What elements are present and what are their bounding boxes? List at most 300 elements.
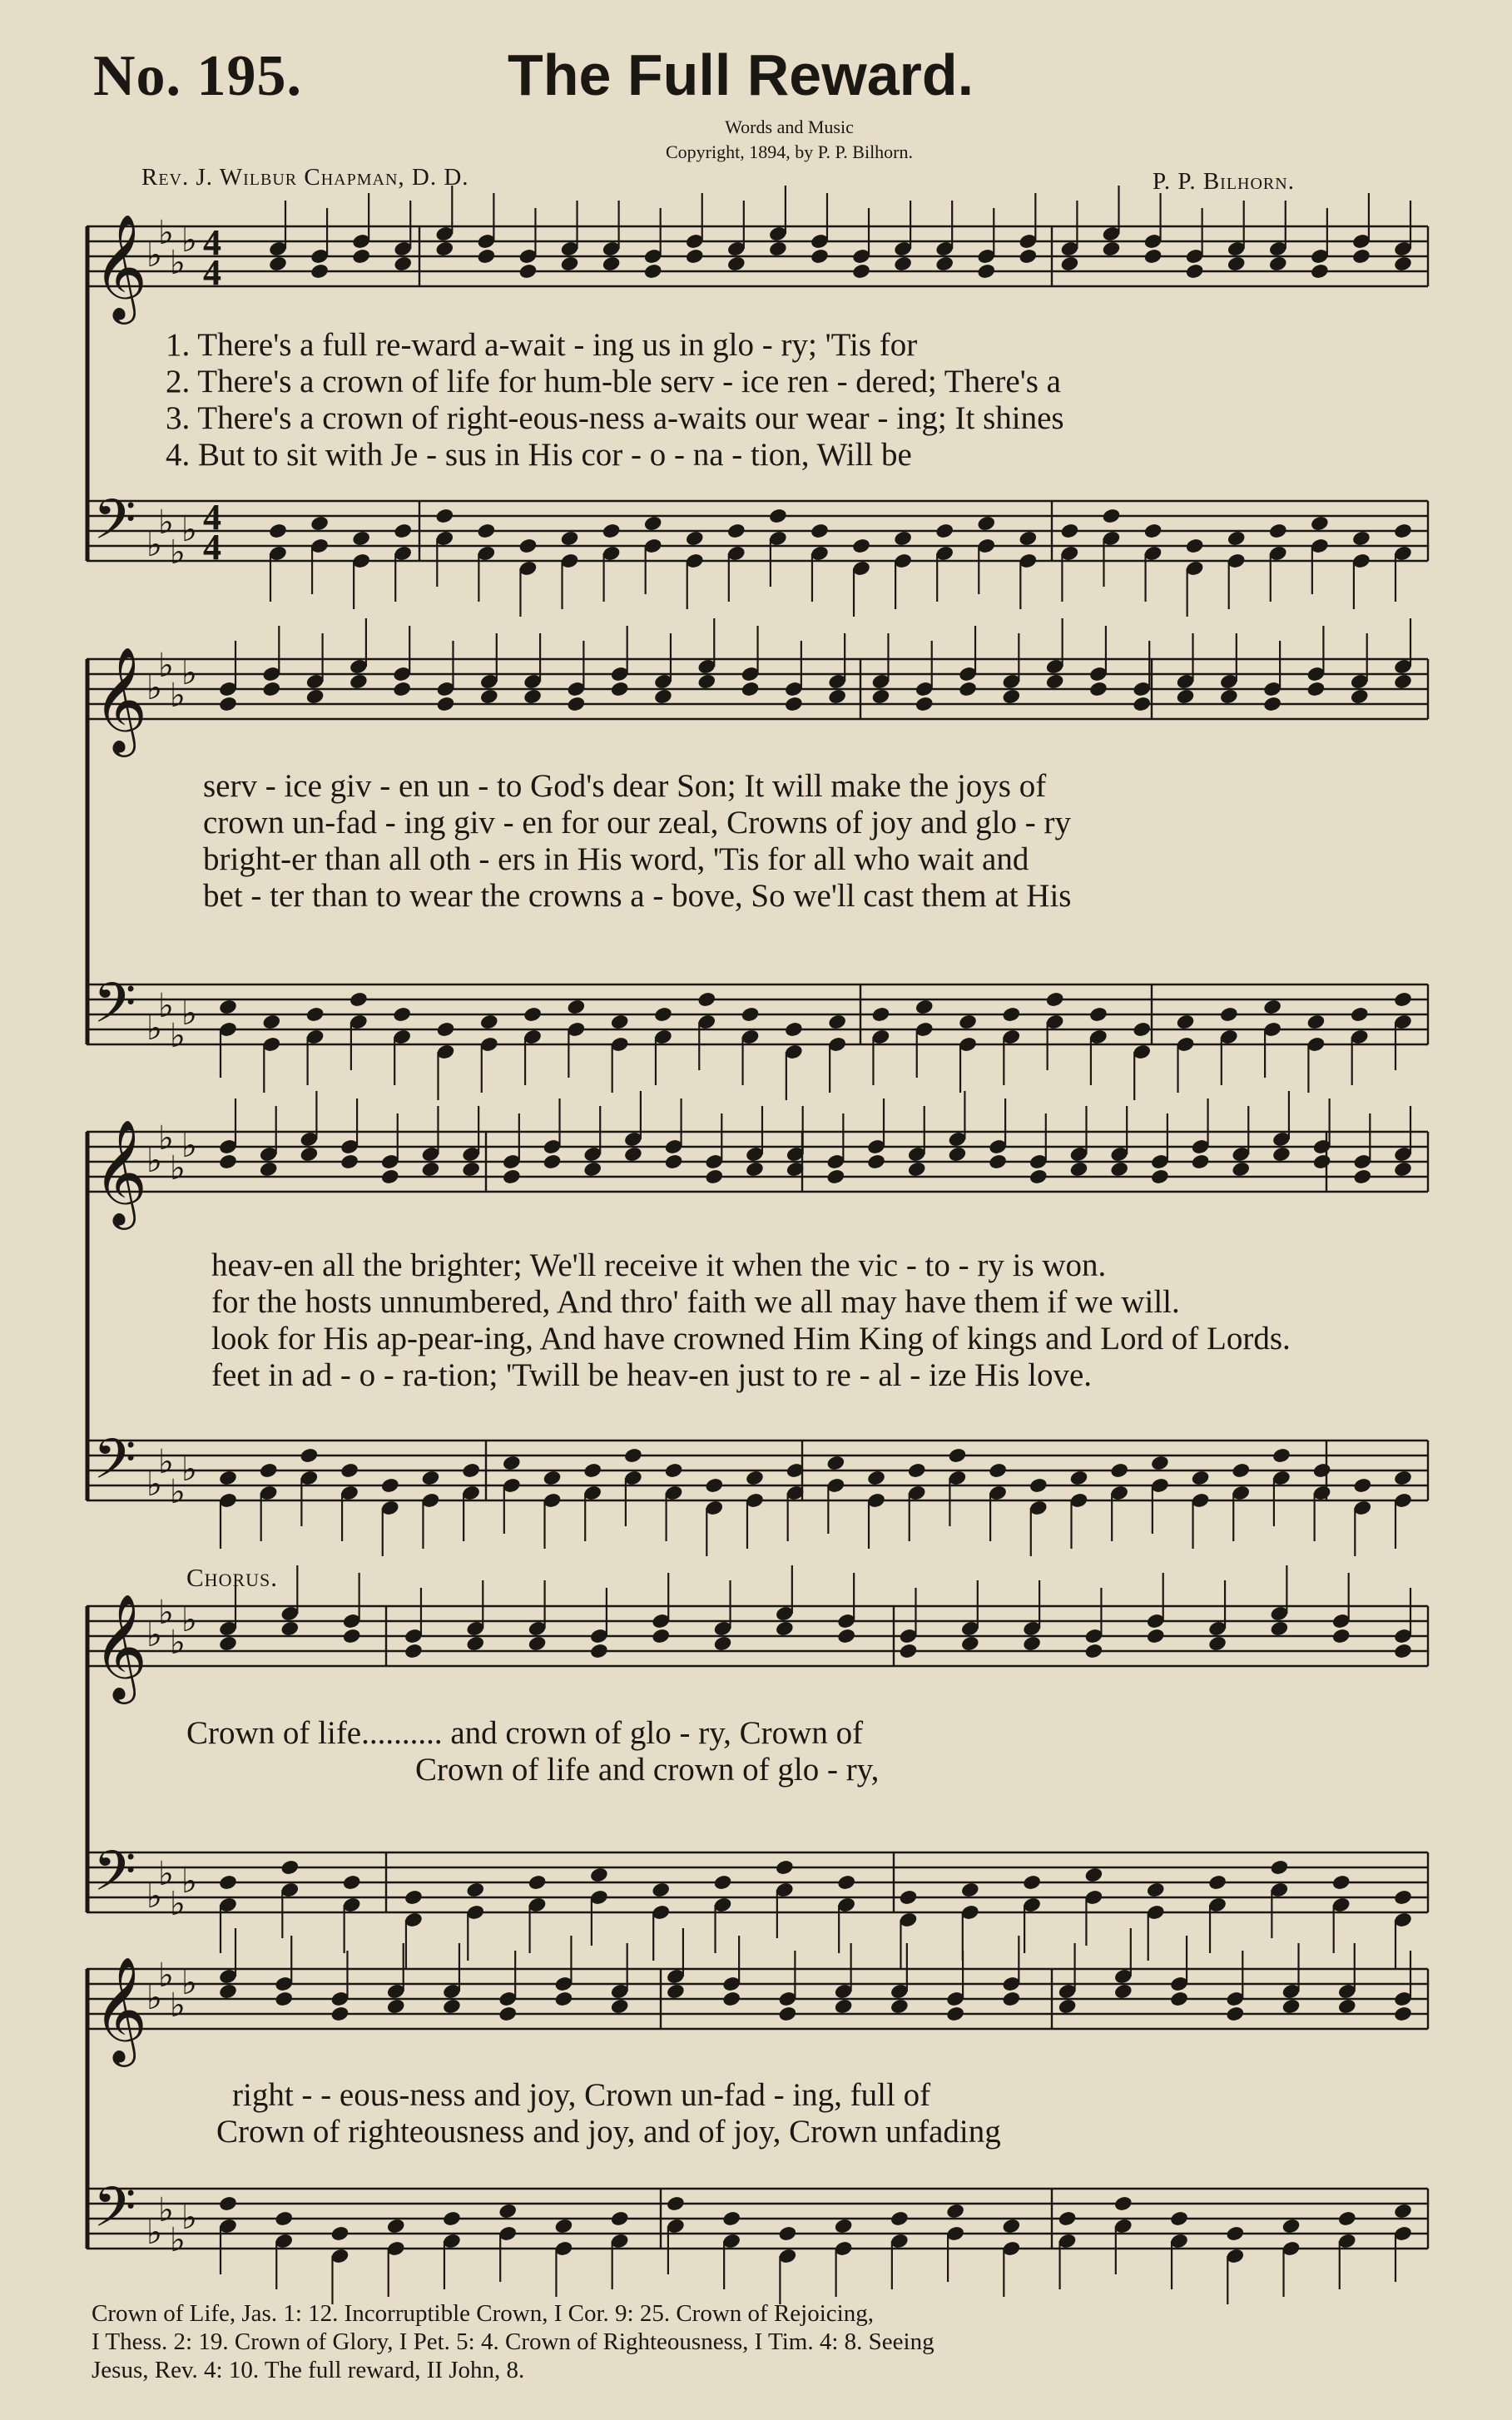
- note-head: [261, 1014, 281, 1031]
- note-head: [386, 2218, 406, 2235]
- flat-icon: ♭: [146, 1877, 162, 1916]
- flat-icon: ♭: [146, 1142, 162, 1180]
- note-head: [988, 1462, 1008, 1480]
- note-head: [434, 241, 454, 258]
- note-head: [218, 1874, 238, 1892]
- note-head: [305, 1006, 325, 1024]
- note-head: [299, 1447, 319, 1465]
- note-head: [934, 255, 954, 273]
- note-head: [523, 688, 543, 706]
- flat-icon: ♭: [170, 533, 186, 572]
- chorus-upper-line: right - - eous-ness and joy, Crown un-fad - ing, full of: [232, 2077, 931, 2113]
- note-head: [404, 1643, 424, 1660]
- note-head: [502, 1455, 522, 1472]
- note-head: [1207, 1635, 1227, 1653]
- note-head: [1001, 688, 1021, 706]
- flat-icon: ♭: [170, 1017, 186, 1055]
- note-head: [1143, 248, 1163, 265]
- note-head: [1045, 991, 1065, 1009]
- chorus-lower-line: Crown of life and crown of glo - ry,: [415, 1752, 880, 1788]
- verse-1-line: serv - ice giv - en un - to God's dear Son; It will make the joys of: [203, 768, 1047, 804]
- note-head: [1227, 255, 1247, 273]
- note-head: [721, 1991, 741, 2008]
- note-head: [1351, 248, 1371, 265]
- flat-icon: ♭: [158, 2191, 174, 2229]
- note-head: [1045, 673, 1065, 691]
- verse-1-line: 1. There's a full re-ward a-wait - ing us in glo - ry; 'Tis for: [166, 327, 918, 363]
- note-head: [589, 1867, 609, 1884]
- note-head: [768, 241, 788, 258]
- note-head: [784, 696, 804, 713]
- note-head: [893, 255, 913, 273]
- verse-4-line: feet in ad - o - ra-tion; 'Twill be heav-en just to re - al - ize His love.: [211, 1357, 1093, 1393]
- note-head: [1281, 1998, 1301, 2016]
- note-head: [775, 1620, 795, 1638]
- note-head: [1262, 999, 1282, 1016]
- flat-icon: ♭: [170, 1473, 186, 1511]
- note-head: [1281, 2218, 1301, 2235]
- note-head: [834, 1998, 854, 2016]
- note-head: [560, 255, 580, 273]
- note-head: [1169, 1991, 1189, 2008]
- note-head: [1393, 523, 1413, 540]
- note-head: [1191, 1153, 1211, 1171]
- flat-icon: ♭: [158, 503, 174, 542]
- note-head: [1306, 681, 1326, 698]
- note-head: [1176, 688, 1196, 706]
- flat-icon: ♭: [146, 669, 162, 707]
- note-head: [1310, 515, 1330, 533]
- note-head: [1393, 1889, 1413, 1907]
- note-head: [1132, 1021, 1152, 1039]
- flat-icon: ♭: [146, 1616, 162, 1654]
- note-head: [1109, 1462, 1129, 1480]
- note-head: [1001, 1006, 1021, 1024]
- flat-icon: ♭: [181, 1127, 197, 1165]
- note-head: [1059, 255, 1079, 273]
- bass-clef-icon: 𝄢: [93, 1839, 136, 1917]
- note-head: [1001, 1991, 1021, 2008]
- note-head: [1176, 1014, 1196, 1031]
- note-head: [1143, 523, 1163, 540]
- bass-clef-icon: 𝄢: [93, 488, 136, 565]
- note-head: [393, 255, 413, 273]
- flat-icon: ♭: [146, 1979, 162, 2017]
- music-system-3: [87, 1120, 1428, 1553]
- note-head: [976, 263, 996, 280]
- note-head: [218, 696, 238, 713]
- flat-icon: ♭: [158, 1443, 174, 1481]
- flat-icon: ♭: [181, 1862, 197, 1901]
- flat-icon: ♭: [181, 511, 197, 549]
- note-head: [1351, 530, 1371, 548]
- hymn-number: No. 195.: [93, 44, 303, 108]
- flat-icon: ♭: [181, 654, 197, 692]
- treble-clef-icon: 𝄞: [93, 646, 148, 752]
- note-head: [268, 255, 288, 273]
- note-head: [827, 1014, 847, 1031]
- note-head: [1022, 1635, 1042, 1653]
- note-head: [342, 1628, 362, 1645]
- note-head: [465, 1882, 485, 1899]
- treble-clef-icon: 𝄞: [93, 1118, 148, 1225]
- note-head: [958, 1014, 978, 1031]
- note-head: [1269, 1859, 1289, 1877]
- note-head: [745, 1161, 765, 1178]
- note-head: [582, 1462, 602, 1480]
- note-head: [623, 1447, 643, 1465]
- time-signature: 4: [203, 252, 221, 293]
- note-head: [726, 255, 746, 273]
- note-head: [1331, 1874, 1351, 1892]
- music-system-1: [87, 213, 1428, 601]
- note-head: [259, 1161, 279, 1178]
- flat-icon: ♭: [170, 244, 186, 282]
- note-head: [1225, 2225, 1245, 2243]
- note-head: [1029, 1477, 1048, 1495]
- note-head: [1310, 263, 1330, 280]
- note-head: [1219, 1006, 1239, 1024]
- note-head: [851, 263, 871, 280]
- note-head: [1393, 991, 1413, 1009]
- bass-clef-icon: 𝄢: [93, 2175, 136, 2253]
- flat-icon: ♭: [181, 2199, 197, 2237]
- note-head: [960, 1635, 980, 1653]
- note-head: [351, 248, 371, 265]
- note-head: [476, 248, 496, 265]
- note-head: [1018, 530, 1038, 548]
- copyright-line-2: Copyright, 1894, by P. P. Bilhorn.: [665, 141, 914, 162]
- note-head: [890, 1998, 910, 2016]
- note-head: [218, 1983, 238, 2001]
- note-head: [697, 673, 716, 691]
- chorus-label: Chorus.: [186, 1563, 278, 1592]
- verse-3-line: look for His ap-pear-ing, And have crowned Him King of kings and Lord of Lords.: [211, 1321, 1291, 1356]
- note-head: [810, 523, 830, 540]
- note-head: [420, 1161, 440, 1178]
- flat-icon: ♭: [146, 526, 162, 564]
- music-system-5: [87, 1957, 1428, 2290]
- note-head: [461, 1462, 481, 1480]
- note-head: [870, 1006, 890, 1024]
- copyright-line-1: Words and Music: [725, 117, 854, 137]
- note-head: [218, 2195, 238, 2213]
- note-head: [836, 1874, 856, 1892]
- note-head: [777, 2225, 797, 2243]
- note-head: [1146, 1882, 1166, 1899]
- note-head: [528, 1635, 548, 1653]
- flat-icon: ♭: [158, 647, 174, 685]
- footnote-line: I Thess. 2: 19. Crown of Glory, I Pet. 5: 4. Crown of Righteousness, I Tim. 4: 8. Seeing: [92, 2328, 934, 2356]
- note-head: [310, 263, 330, 280]
- note-head: [1083, 1867, 1103, 1884]
- note-head: [666, 1983, 686, 2001]
- note-head: [1231, 1462, 1251, 1480]
- note-head: [988, 1153, 1008, 1171]
- flat-icon: ♭: [158, 1119, 174, 1158]
- note-head: [1102, 241, 1122, 258]
- note-head: [745, 1470, 765, 1487]
- note-head: [268, 523, 288, 540]
- note-head: [380, 1168, 400, 1186]
- flat-icon: ♭: [170, 2221, 186, 2259]
- note-head: [851, 538, 871, 555]
- note-head: [1227, 530, 1247, 548]
- note-head: [280, 1620, 300, 1638]
- flat-icon: ♭: [170, 1986, 186, 2025]
- note-head: [274, 1991, 294, 2008]
- note-head: [960, 1882, 980, 1899]
- note-head: [653, 1006, 673, 1024]
- note-head: [947, 1146, 967, 1163]
- note-head: [1029, 1168, 1048, 1186]
- note-head: [945, 2006, 965, 2023]
- composer-credit: P. P. Bilhorn.: [1153, 168, 1295, 195]
- note-head: [726, 523, 746, 540]
- note-head: [528, 1874, 548, 1892]
- note-head: [566, 696, 586, 713]
- note-head: [1146, 1628, 1166, 1645]
- note-head: [685, 530, 705, 548]
- flat-icon: ♭: [146, 2214, 162, 2252]
- time-signature: 4: [203, 527, 221, 568]
- note-head: [704, 1477, 724, 1495]
- verse-4-line: 4. But to sit with Je - sus in His cor - o - na - tion, Will be: [166, 437, 912, 473]
- note-head: [775, 1859, 795, 1877]
- note-head: [498, 2006, 518, 2023]
- note-head: [610, 681, 630, 698]
- note-head: [1337, 2210, 1357, 2228]
- note-head: [1069, 1470, 1089, 1487]
- verse-3-line: 3. There's a crown of right-eous-ness a-waits our wear - ing; It shines: [166, 400, 1064, 436]
- flat-icon: ♭: [181, 1964, 197, 2002]
- note-head: [870, 688, 890, 706]
- flat-icon: ♭: [181, 221, 197, 260]
- note-head: [651, 1882, 671, 1899]
- scripture-footnotes: [92, 2299, 1431, 2385]
- note-head: [915, 999, 934, 1016]
- note-head: [784, 1021, 804, 1039]
- time-signature: 4: [203, 497, 221, 538]
- note-head: [280, 1859, 300, 1877]
- note-head: [560, 530, 580, 548]
- note-head: [704, 1168, 724, 1186]
- note-head: [589, 1643, 609, 1660]
- flat-icon: ♭: [146, 1009, 162, 1048]
- note-head: [553, 1991, 573, 2008]
- note-head: [259, 1462, 279, 1480]
- note-head: [518, 263, 538, 280]
- flat-icon: ♭: [170, 1885, 186, 1923]
- note-head: [465, 1635, 485, 1653]
- flat-icon: ♭: [158, 1956, 174, 1995]
- note-head: [1185, 538, 1205, 555]
- note-head: [1231, 1161, 1251, 1178]
- note-head: [1393, 255, 1413, 273]
- note-head: [697, 991, 716, 1009]
- note-head: [1150, 1168, 1170, 1186]
- note-head: [1337, 1998, 1357, 2016]
- note-head: [1059, 523, 1079, 540]
- note-head: [893, 530, 913, 548]
- note-head: [1352, 1477, 1372, 1495]
- note-head: [721, 2210, 741, 2228]
- note-head: [420, 1470, 440, 1487]
- note-head: [1088, 1006, 1108, 1024]
- note-head: [274, 2210, 294, 2228]
- note-head: [1088, 681, 1108, 698]
- chorus-upper-line: Crown of life.......... and crown of glo - ry, Crown of: [186, 1715, 864, 1751]
- note-head: [1113, 2195, 1133, 2213]
- note-head: [666, 2195, 686, 2213]
- note-head: [1018, 248, 1038, 265]
- note-head: [393, 523, 413, 540]
- note-head: [392, 681, 412, 698]
- note-head: [442, 1998, 462, 2016]
- note-head: [553, 2218, 573, 2235]
- author-credit: Rev. J. Wilbur Chapman, D. D.: [141, 164, 469, 191]
- note-head: [866, 1153, 886, 1171]
- verse-2-line: 2. There's a crown of life for hum-ble serv - ice ren - dered; There's a: [166, 364, 1061, 399]
- note-head: [582, 1161, 602, 1178]
- note-head: [664, 1153, 684, 1171]
- note-head: [777, 2006, 797, 2023]
- note-head: [479, 1014, 499, 1031]
- note-head: [602, 255, 622, 273]
- treble-clef-icon: 𝄞: [93, 1956, 148, 2062]
- note-head: [461, 1161, 481, 1178]
- note-head: [1331, 1628, 1351, 1645]
- note-head: [1350, 688, 1370, 706]
- flat-icon: ♭: [181, 1601, 197, 1639]
- note-head: [899, 1889, 919, 1907]
- note-head: [1132, 696, 1152, 713]
- note-head: [349, 673, 369, 691]
- note-head: [1312, 1462, 1332, 1480]
- note-head: [651, 1628, 671, 1645]
- chorus-lower-line: Crown of righteousness and joy, and of joy, Crown unfading: [216, 2114, 1001, 2150]
- note-head: [810, 248, 830, 265]
- note-head: [741, 1006, 761, 1024]
- note-head: [342, 1874, 362, 1892]
- note-head: [479, 688, 499, 706]
- note-head: [1058, 2210, 1078, 2228]
- flat-icon: ♭: [158, 214, 174, 252]
- note-head: [825, 1455, 845, 1472]
- flat-icon: ♭: [158, 1594, 174, 1632]
- note-head: [518, 538, 538, 555]
- note-head: [1269, 1620, 1289, 1638]
- note-head: [1306, 1014, 1326, 1031]
- note-head: [1150, 1455, 1170, 1472]
- note-head: [825, 1168, 845, 1186]
- note-head: [351, 530, 371, 548]
- music-system-2: [87, 647, 1428, 1080]
- verse-2-line: crown un-fad - ing giv - en for our zeal, Crowns of joy and glo - ry: [203, 805, 1071, 841]
- note-head: [386, 1998, 406, 2016]
- note-head: [543, 1153, 563, 1171]
- note-head: [907, 1161, 927, 1178]
- note-head: [218, 999, 238, 1016]
- bass-clef-icon: 𝄢: [93, 971, 136, 1049]
- note-head: [330, 2006, 350, 2023]
- note-head: [1069, 1161, 1089, 1178]
- note-head: [945, 2203, 965, 2220]
- note-head: [1219, 688, 1239, 706]
- note-head: [566, 999, 586, 1016]
- verse-3-line: bright-er than all oth - ers in His word, 'Tis for all who wait and: [203, 841, 1029, 877]
- note-head: [1058, 1998, 1078, 2016]
- note-head: [741, 681, 761, 698]
- note-head: [436, 696, 456, 713]
- footnote-line: Crown of Life, Jas. 1: 12. Incorruptible Crown, I Cor. 9: 25. Crown of Rejoicing,: [92, 2300, 874, 2327]
- note-head: [392, 1006, 412, 1024]
- note-head: [261, 681, 281, 698]
- verse-4-line: bet - ter than to wear the crowns a - bove, So we'll cast them at His: [203, 878, 1072, 914]
- note-head: [866, 1470, 886, 1487]
- note-head: [476, 523, 496, 540]
- note-head: [523, 1006, 543, 1024]
- note-head: [330, 2225, 350, 2243]
- note-head: [623, 1146, 643, 1163]
- verse-2-line: for the hosts unnumbered, And thro' faith we all may have them if we will.: [211, 1284, 1180, 1320]
- note-head: [643, 515, 663, 533]
- note-head: [442, 2210, 462, 2228]
- note-head: [305, 688, 325, 706]
- note-head: [947, 1447, 967, 1465]
- note-head: [899, 1643, 919, 1660]
- flat-icon: ♭: [170, 1624, 186, 1662]
- note-head: [1185, 263, 1205, 280]
- note-head: [349, 991, 369, 1009]
- note-head: [1272, 1146, 1291, 1163]
- note-head: [610, 1014, 630, 1031]
- note-head: [602, 523, 622, 540]
- treble-clef-icon: 𝄞: [93, 213, 148, 320]
- note-head: [907, 1462, 927, 1480]
- note-head: [218, 1153, 238, 1171]
- music-system-4: [87, 1563, 1428, 1954]
- note-head: [340, 1462, 359, 1480]
- note-head: [1393, 1161, 1413, 1178]
- note-head: [1191, 1470, 1211, 1487]
- note-head: [1109, 1161, 1129, 1178]
- note-head: [543, 1470, 563, 1487]
- note-head: [836, 1628, 856, 1645]
- note-head: [1083, 1643, 1103, 1660]
- note-head: [713, 1635, 733, 1653]
- note-head: [1350, 1006, 1370, 1024]
- note-head: [1207, 1874, 1227, 1892]
- note-head: [1393, 2203, 1413, 2220]
- flat-icon: ♭: [170, 1149, 186, 1188]
- note-head: [1393, 1643, 1413, 1660]
- note-head: [404, 1889, 424, 1907]
- flat-icon: ♭: [146, 1465, 162, 1504]
- note-head: [218, 1635, 238, 1653]
- note-head: [218, 1470, 238, 1487]
- note-head: [434, 508, 454, 525]
- note-head: [436, 1021, 456, 1039]
- note-head: [310, 515, 330, 533]
- time-signature: 4: [203, 222, 221, 263]
- note-head: [299, 1146, 319, 1163]
- note-head: [1102, 508, 1122, 525]
- note-head: [1393, 2006, 1413, 2023]
- note-head: [976, 515, 996, 533]
- flat-icon: ♭: [158, 1855, 174, 1893]
- hymn-title: The Full Reward.: [508, 42, 974, 107]
